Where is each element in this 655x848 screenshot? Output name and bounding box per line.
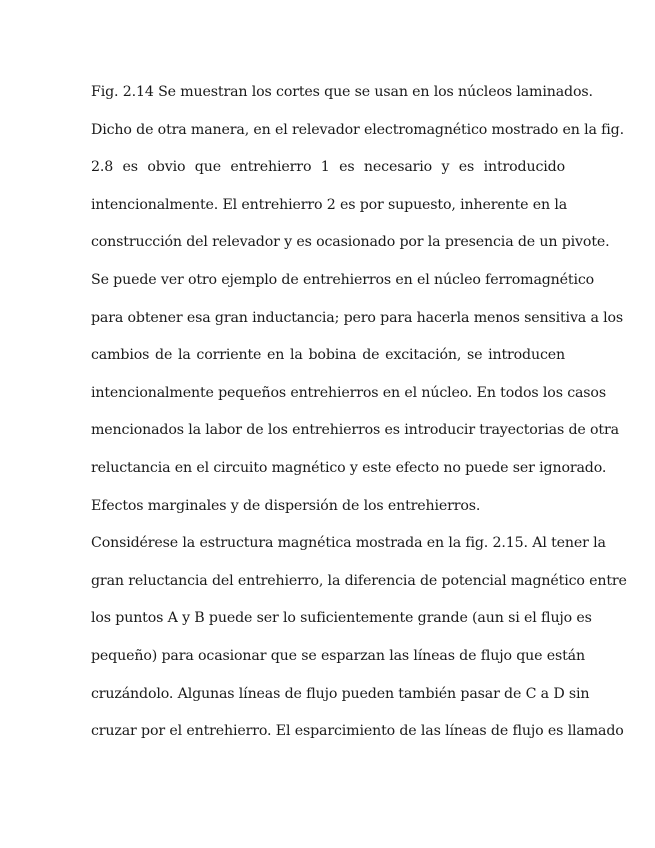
paragraph-line: cambios de la corriente en la bobina de excitación, se introducen (91, 347, 565, 364)
paragraph-line: intencionalmente pequeños entrehierros en el núcleo. En todos los casos (91, 384, 606, 401)
paragraph-line: los puntos A y B puede ser lo suficientemente grande (aun si el flujo es (91, 610, 592, 627)
paragraph-line: construcción del relevador y es ocasionado por la presencia de un pivote. (91, 234, 610, 251)
paragraph-line: gran reluctancia del entrehierro, la diferencia de potencial magnético entre (91, 572, 627, 589)
section-heading: Efectos marginales y de dispersión de los entrehierros. (91, 497, 481, 514)
paragraph-line: intencionalmente. El entrehierro 2 es por supuesto, inherente en la (91, 196, 568, 213)
paragraph-line: cruzándolo. Algunas líneas de flujo pueden también pasar de C a D sin (91, 685, 590, 702)
paragraph-line: reluctancia en el circuito magnético y este efecto no puede ser ignorado. (91, 459, 607, 476)
paragraph-line: para obtener esa gran inductancia; pero para hacerla menos sensitiva a los (91, 309, 624, 326)
paragraph-relay-airgaps (91, 112, 624, 488)
paragraph-line: 2.8 es obvio que entrehierro 1 es necesario y es introducido (91, 159, 565, 176)
paragraph-line: pequeño) para ocasionar que se esparzan las líneas de flujo que están (91, 647, 585, 664)
paragraph-line: Considérese la estructura magnética mostrada en la fig. 2.15. Al tener la (91, 535, 606, 552)
paragraph-line: Dicho de otra manera, en el relevador electromagnético mostrado en la fig. (91, 121, 624, 138)
paragraph-line: Se puede ver otro ejemplo de entrehierros en el núcleo ferromagnético (91, 271, 595, 288)
paragraph-line: cruzar por el entrehierro. El esparcimiento de las líneas de flujo es llamado (91, 723, 624, 740)
document-page (91, 74, 627, 751)
paragraph-fringing (91, 525, 627, 751)
paragraph-line: mencionados la labor de los entrehierros es introducir trayectorias de otra (91, 422, 619, 439)
figure-caption: Fig. 2.14 Se muestran los cortes que se usan en los núcleos laminados. (91, 84, 593, 100)
